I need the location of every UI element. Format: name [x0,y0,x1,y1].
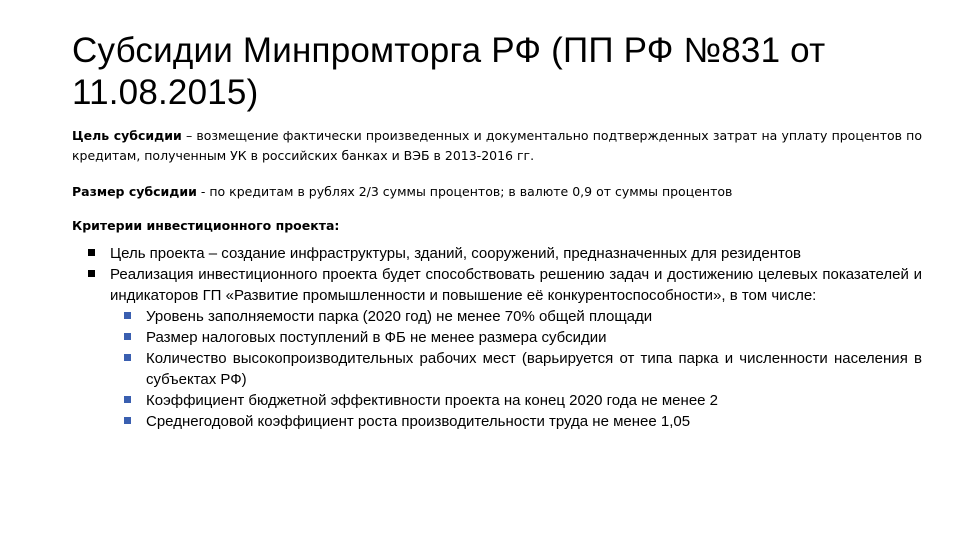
slide-title: Субсидии Минпромторга РФ (ПП РФ №831 от 11.08.2015) [72,31,826,112]
subcriterion-text: Среднегодовой коэффициент роста производительности труда не менее 1,05 [146,413,691,430]
list-item [122,327,922,348]
subsidy-goal-paragraph [72,126,922,166]
subcriterion-text: Уровень заполняемости парка (2020 год) не менее 70% общей площади [146,308,653,325]
criteria-heading: Критерии инвестиционного проекта: [72,218,340,233]
subsidy-goal-label: Цель субсидии [72,128,182,143]
list-item [86,243,922,264]
square-bullet-icon [124,312,131,319]
subcriteria-list [122,306,922,432]
subcriterion-text: Размер налоговых поступлений в ФБ не менее размера субсидии [146,329,607,346]
list-item [86,264,922,432]
list-item [122,411,922,432]
list-item [122,390,922,411]
square-bullet-icon [88,270,95,277]
subcriterion-text: Количество высокопроизводительных рабочих мест (варьируется от типа парка и численности населения в субъектах РФ) [146,350,922,388]
square-bullet-icon [124,417,131,424]
square-bullet-icon [88,249,95,256]
square-bullet-icon [124,396,131,403]
list-item [122,348,922,390]
criterion-text: Реализация инвестиционного проекта будет способствовать решению задач и достижению целевых показателей и индикаторов ГП «Развитие промышленности и повышение её конкурентоспособности», в том числе: [110,266,922,304]
subsidy-size-paragraph [72,182,922,202]
subsidy-goal-text: – возмещение фактически произведенных и документально подтвержденных затрат на уплату процентов по кредитам, полученным УК в российских банках и ВЭБ в 2013-2016 гг. [72,128,922,163]
criteria-list [86,243,922,432]
square-bullet-icon [124,333,131,340]
subsidy-size-label: Размер субсидии [72,184,197,199]
subsidy-size-text: - по кредитам в рублях 2/3 суммы процентов; в валюте 0,9 от суммы процентов [196,184,733,199]
criterion-text: Цель проекта – создание инфраструктуры, зданий, сооружений, предназначенных для резидентов [110,245,802,262]
square-bullet-icon [124,354,131,361]
list-item [122,306,922,327]
subcriterion-text: Коэффициент бюджетной эффективности проекта на конец 2020 года не менее 2 [146,392,719,409]
